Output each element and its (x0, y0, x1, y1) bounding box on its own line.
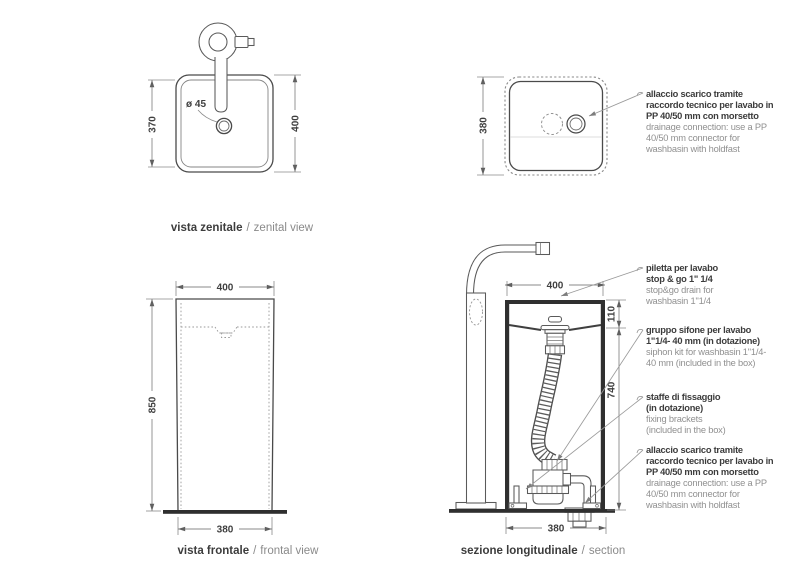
frontal-basin-outline (176, 299, 274, 511)
faucet-plan-icon (199, 23, 254, 61)
svg-text:staffe di fissaggio: staffe di fissaggio (646, 392, 721, 402)
zenital-caption: vista zenitale / zenital view (170, 222, 314, 234)
floor-mounted-tap (456, 243, 550, 510)
svg-text:740: 740 (606, 381, 618, 399)
svg-text:40/50 mm connector for: 40/50 mm connector for (646, 489, 740, 499)
frontal-view (146, 281, 319, 557)
siphon-leader (557, 330, 643, 461)
section-dim-top (505, 280, 605, 297)
section-caption: sezione longitudinale / section (460, 545, 626, 557)
frontal-floor-line (163, 510, 287, 514)
section-floor-line (449, 509, 615, 513)
annotation-drain-connection-bottom (645, 445, 774, 510)
bottom-view-dim-left (477, 77, 504, 175)
frontal-dim-left (146, 299, 173, 511)
annotation-drain-connection-top (645, 89, 774, 154)
drain-diameter-label: ø 45 (186, 99, 207, 110)
svg-text:400: 400 (290, 115, 302, 132)
svg-text:washbasin 1"1/4: washbasin 1"1/4 (646, 296, 711, 306)
section-left-wall-cut (505, 300, 509, 510)
drain-outlet-hole (567, 115, 585, 133)
svg-text:110: 110 (606, 305, 618, 323)
svg-text:(in dotazione): (in dotazione) (646, 403, 703, 413)
svg-text:stop&go drain for: stop&go drain for (646, 285, 714, 295)
svg-text:PP 40/50 mm con morsetto: PP 40/50 mm con morsetto (646, 467, 759, 477)
drain-connection-bottom-leader (585, 450, 643, 503)
stop-and-go-drain (541, 317, 569, 354)
svg-text:gruppo sifone per lavabo: gruppo sifone per lavabo (646, 325, 752, 335)
svg-text:400: 400 (216, 282, 234, 294)
svg-text:1"1/4- 40 mm (in dotazione): 1"1/4- 40 mm (in dotazione) (646, 336, 760, 346)
svg-text:PP 40/50 mm con morsetto: PP 40/50 mm con morsetto (646, 111, 759, 121)
svg-text:drainage connection: use a PP: drainage connection: use a PP (646, 122, 767, 132)
svg-text:allaccio scarico tramite: allaccio scarico tramite (646, 445, 743, 455)
annotation-siphon (646, 325, 766, 368)
drain-leader (561, 268, 643, 296)
svg-text:40/50 mm connector for: 40/50 mm connector for (646, 133, 740, 143)
siphon-kit (528, 460, 592, 509)
svg-text:raccordo tecnico per lavabo in: raccordo tecnico per lavabo in (646, 100, 774, 110)
drain-hole-plan (216, 118, 231, 133)
frontal-dim-top (176, 281, 274, 296)
annotation-brackets (646, 392, 726, 435)
svg-text:washbasin with holdfast: washbasin with holdfast (646, 500, 740, 510)
zenital-dim-right (274, 75, 302, 172)
svg-text:stop & go 1" 1/4: stop & go 1" 1/4 (646, 274, 713, 284)
section-right-wall-cut (601, 300, 605, 510)
svg-text:380: 380 (547, 523, 565, 535)
svg-text:40 mm (included in the box): 40 mm (included in the box) (646, 358, 756, 368)
fixing-bracket-left (509, 486, 527, 509)
svg-text:washbasin with holdfast: washbasin with holdfast (646, 144, 740, 154)
frontal-caption: vista frontale / frontal view (177, 545, 319, 557)
svg-text:siphon kit for washbasin 1"1/4: siphon kit for washbasin 1"1/4- (646, 347, 767, 357)
annotation-drain (645, 263, 719, 306)
svg-text:850: 850 (147, 396, 159, 414)
section-view (449, 243, 643, 558)
svg-text:allaccio scarico tramite: allaccio scarico tramite (646, 89, 743, 99)
bottom-view-inner-outline (510, 82, 603, 171)
bottom-view (477, 77, 643, 175)
svg-text:380: 380 (478, 117, 490, 134)
svg-text:400: 400 (546, 280, 564, 292)
frontal-dim-bottom (178, 517, 272, 536)
svg-text:380: 380 (216, 524, 234, 536)
svg-text:370: 370 (147, 116, 159, 133)
faucet-spout-plan (215, 57, 227, 112)
section-dim-right-upper (606, 300, 626, 328)
svg-text:raccordo tecnico per lavabo in: raccordo tecnico per lavabo in (646, 456, 774, 466)
corrugated-siphon-hose (538, 354, 555, 461)
section-dim-right-lower (607, 328, 627, 510)
section-rim-cut (505, 300, 605, 304)
svg-text:(included in the box): (included in the box) (646, 425, 726, 435)
zenital-view (147, 23, 314, 234)
svg-text:drainage connection: use a PP: drainage connection: use a PP (646, 478, 767, 488)
svg-text:piletta per lavabo: piletta per lavabo (646, 263, 718, 273)
zenital-dim-left (147, 80, 176, 167)
svg-text:fixing brackets: fixing brackets (646, 414, 703, 424)
